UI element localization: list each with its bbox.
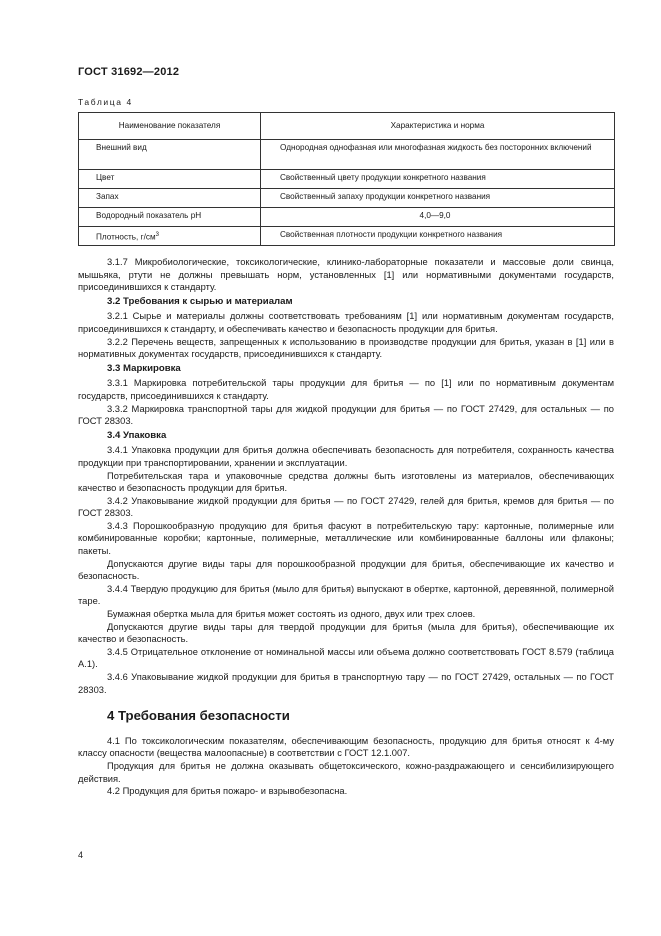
paragraph: Бумажная обертка мыла для бритья может состоять из одного, двух или трех слоев. xyxy=(107,609,476,620)
clause-3-4-4: 3.4.4 Твердую продукцию для бритья (мыло для бритья) выпускают в обертке, картонной, деревянной, полимерной таре. xyxy=(78,583,614,607)
indicator-norm: Свойственный запаху продукции конкретного названия xyxy=(261,189,615,208)
indicator-norm: Свойственный цвету продукции конкретного названия xyxy=(261,170,615,189)
indicator-norm: Свойственная плотности продукции конкретного названия xyxy=(261,227,615,246)
density-unit-sup: 3 xyxy=(155,232,159,238)
section-heading: 3.3 Маркировка xyxy=(107,362,181,374)
paragraph: Потребительская тара и упаковочные средства должны быть изготовлены из материалов, обеспечивающих качество и безопасность продукции для бритья. xyxy=(78,470,614,494)
table-row xyxy=(79,170,615,189)
table-row xyxy=(79,140,615,170)
page-number: 4 xyxy=(78,850,84,860)
document-body xyxy=(78,256,614,798)
table-header-row xyxy=(79,113,615,140)
column-header: Наименование показателя xyxy=(79,113,261,140)
clause-3-4-1: 3.4.1 Упаковка продукции для бритья должна обеспечивать безопасность для потребителя, сохранность качества продукции при транспортировании, хранении и эксплуатации. xyxy=(78,445,614,468)
table-caption: Таблица 4 xyxy=(78,97,133,107)
indicator-name: Цвет xyxy=(79,170,261,189)
paragraph: Допускаются другие виды тары для порошкообразной продукции для бритья, обеспечивающие их качество и безопасность. xyxy=(78,558,614,582)
table-row xyxy=(79,208,615,227)
density-label: Плотность, г/см xyxy=(96,232,156,242)
table-row xyxy=(79,227,615,246)
paragraph: Продукция для бритья не должна оказывать общетоксического, кожно-раздражающего и сенсибилизирующего действия. xyxy=(78,760,614,784)
indicator-norm: Однородная однофазная или многофазная жидкость без посторонних включений xyxy=(261,140,615,170)
indicators-table xyxy=(78,112,615,246)
clause-3-3-2: 3.3.2 Маркировка транспортной тары для жидкой продукции для бритья — по ГОСТ 27429, для остальных — по ГОСТ 28303. xyxy=(78,403,614,427)
indicator-norm: 4,0—9,0 xyxy=(261,208,615,227)
column-header: Характеристика и норма xyxy=(261,113,615,140)
paragraph: Допускаются другие виды тары для твердой продукции для бритья (мыла для бритья), обеспечивающие их качество и безопасность. xyxy=(78,621,614,645)
clause-3-4-2: 3.4.2 Упаковывание жидкой продукции для бритья — по ГОСТ 27429, гелей для бритья, кремов для бритья — по ГОСТ 28303. xyxy=(78,495,614,519)
clause-3-2-1: 3.2.1 Сырье и материалы должны соответствовать требованиям [1] или нормативным документам государств, присоединившихся к стандарту, и обеспечивать качество и безопасность продукции для бритья. xyxy=(78,311,614,334)
chapter-heading: 4 Требования безопасности xyxy=(107,708,290,724)
section-heading: 3.4 Упаковка xyxy=(107,429,167,441)
clause-4-2: 4.2 Продукция для бритья пожаро- и взрывобезопасна. xyxy=(107,786,348,797)
indicator-name: Запах xyxy=(79,189,261,208)
indicator-name: Водородный показатель рН xyxy=(79,208,261,227)
indicator-name: Внешний вид xyxy=(79,140,261,170)
clause-3-4-5: 3.4.5 Отрицательное отклонение от номинальной массы или объема должно соответствовать ГОСТ 8.579 (таблица А.1). xyxy=(78,646,614,670)
clause-3-4-3: 3.4.3 Порошкообразную продукцию для бритья фасуют в потребительскую тару: картонные, полимерные или комбинированные коробки; картонные, полимерные, металлические или комбинированные баллоны или флаконы; пакеты. xyxy=(78,520,614,557)
clause-4-1: 4.1 По токсикологическим показателям, обеспечивающим безопасность, продукцию для бритья относят к 4-му классу опасности (вещества малоопасные) в соответствии с ГОСТ 12.1.007. xyxy=(78,735,614,759)
clause-3-1-7: 3.1.7 Микробиологические, токсикологические, клинико-лабораторные показатели и массовые доли свинца, мышьяка, ртути не должны превышать норм, установленных [1] или нормативными документами государств, присоединившихся к стандарту. xyxy=(78,257,614,293)
clause-3-2-2: 3.2.2 Перечень веществ, запрещенных к использованию в производстве продукции для бритья, указан в [1] или в нормативных документах государств, присоединившихся к стандарту. xyxy=(78,336,614,360)
clause-3-4-6: 3.4.6 Упаковывание жидкой продукции для бритья в транспортную тару — по ГОСТ 27429, остальных — по ГОСТ 28303. xyxy=(78,672,614,695)
clause-3-3-1: 3.3.1 Маркировка потребительской тары продукции для бритья — по [1] или по нормативным документам государств, присоединившихся к стандарту. xyxy=(78,378,614,401)
table-row xyxy=(79,189,615,208)
indicator-name xyxy=(79,227,261,246)
standard-header: ГОСТ 31692—2012 xyxy=(78,66,180,78)
section-heading: 3.2 Требования к сырью и материалам xyxy=(107,295,293,307)
